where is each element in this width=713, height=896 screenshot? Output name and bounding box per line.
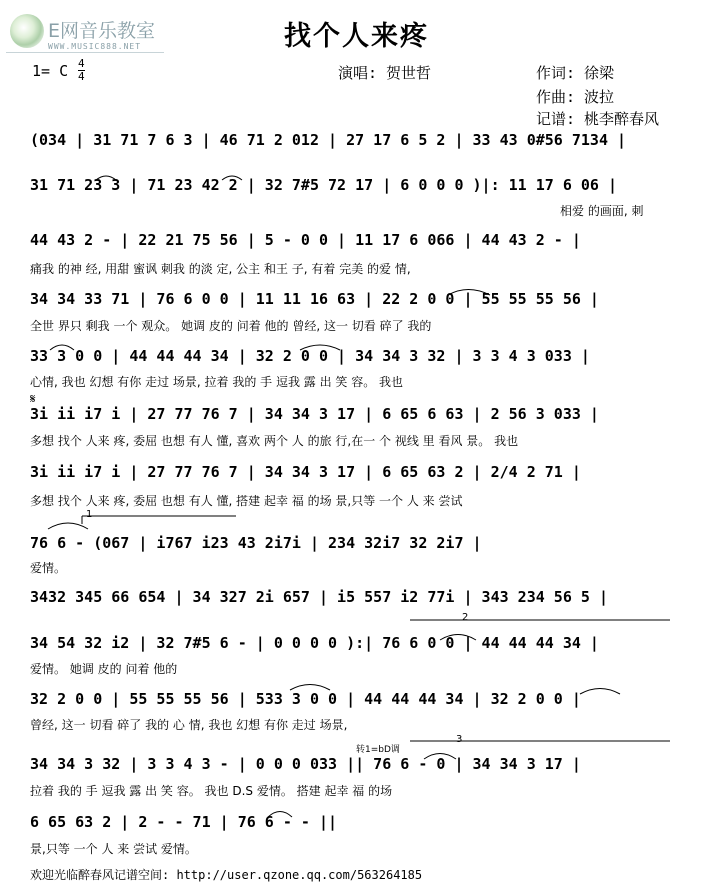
time-signature-top: 4 — [78, 57, 85, 70]
score-row-2-notes: 31 71 23 3 | 71 23 42 2 | 32 7#5 72 17 | 6 0 0 0 )|: 11 17 6 06 | — [30, 176, 617, 194]
first-ending-bracket — [82, 516, 236, 524]
slur — [580, 689, 620, 695]
score-row-7-notes: 3i ii i7 i | 27 77 76 7 | 34 34 3 17 | 6 65 63 2 | 2/4 2 71 | — [30, 463, 581, 481]
slur — [222, 176, 242, 180]
slur — [290, 685, 330, 691]
slur — [50, 345, 74, 350]
score-row-13-lyrics: 景,只等 一个 人 来 尝试 爱情。 — [30, 842, 197, 856]
singer-credit: 演唱: 贺世哲 — [338, 64, 432, 82]
modulation-mark: 转1=bD调 — [356, 745, 400, 755]
score-row-5-notes: 33 3 0 0 | 44 44 44 34 | 32 2 0 0 | 34 34 3 32 | 3 3 4 3 033 | — [30, 347, 590, 365]
slur — [268, 812, 292, 818]
site-url: WWW.MUSIC888.NET — [48, 42, 142, 51]
score-row-3-lyrics: 痛我 的神 经, 用甜 蜜讽 刺我 的淡 定, 公主 和王 子, 有着 完美 的爱 情, — [30, 262, 411, 276]
first-ending-number: 1 — [86, 509, 93, 520]
score-row-4-lyrics: 全世 界只 剩我 一个 观众。 她调 皮的 问着 他的 曾经, 这一 切看 碎了 我的 — [30, 319, 432, 333]
score-row-10-notes: 34 54 32 i2 | 32 7#5 6 - | 0 0 0 0 ):| 76 6 0 0 | 44 44 44 34 | — [30, 634, 599, 652]
composer-credit: 作曲: 波拉 — [536, 88, 615, 106]
score-row-8-lyrics: 爱情。 — [30, 561, 67, 575]
footer-credit: 欢迎光临醉春风记谱空间: http://user.qzone.qq.com/563264185 — [30, 868, 423, 882]
score-row-1-notes: (034 | 31 71 7 6 3 | 46 71 2 012 | 27 17 6 5 2 | 33 43 0#56 7134 | — [30, 131, 627, 149]
score-row-4-notes: 34 34 33 71 | 76 6 0 0 | 11 11 16 63 | 22 2 0 0 | 55 55 55 56 | — [30, 290, 599, 308]
transcriber-credit: 记谱: 桃李醉春风 — [536, 110, 660, 128]
score-row-8-notes: 76 6 - (067 | i767 i23 43 2i7i | 234 32i7 32 2i7 | — [30, 534, 482, 552]
third-ending-number: 3 — [456, 734, 463, 745]
score-row-9-notes: 3432 345 66 654 | 34 327 2i 657 | i5 557 i2 77i | 343 234 56 5 | — [30, 588, 608, 606]
score-row-7-lyrics: 多想 找个 人来 疼, 委屈 也想 有人 懂, 搭建 起幸 福 的场 景,只等 一个 人 来 尝试 — [30, 494, 463, 508]
score-row-2-lyrics: 相爱 的画面, 刺 — [560, 204, 644, 218]
song-title: 找个人来疼 — [284, 21, 429, 52]
score-row-6-notes: 3i ii i7 i | 27 77 76 7 | 34 34 3 17 | 6 65 6 63 | 2 56 3 033 | — [30, 405, 599, 423]
slur — [448, 290, 490, 296]
slur — [440, 635, 476, 641]
slur — [424, 754, 456, 760]
score-row-12-notes: 34 34 3 32 | 3 3 4 3 - | 0 0 0 033 || 76 6 - 0 | 34 34 3 17 | — [30, 755, 581, 773]
segno-sign: 𝄋 — [30, 392, 36, 407]
score-row-12-lyrics: 拉着 我的 手 逗我 露 出 笑 容。 我也 D.S 爱情。 搭建 起幸 福 的场 — [30, 784, 393, 798]
slur — [96, 176, 116, 180]
site-name: E网音乐教室 — [48, 20, 156, 42]
score-row-5-lyrics: 心情, 我也 幻想 有你 走过 场景, 拉着 我的 手 逗我 露 出 笑 容。 我也 — [30, 375, 404, 389]
lyricist-credit: 作词: 徐梁 — [536, 64, 615, 82]
second-ending-number: 2 — [462, 612, 469, 623]
slur — [300, 345, 340, 350]
score-row-3-notes: 44 43 2 - | 22 21 75 56 | 5 - 0 0 | 11 17 6 066 | 44 43 2 - | — [30, 231, 581, 249]
score-row-11-lyrics: 曾经, 这一 切看 碎了 我的 心 情, 我也 幻想 有你 走过 场景, — [30, 718, 348, 732]
key-signature: 1= C — [32, 62, 69, 80]
score-row-11-notes: 32 2 0 0 | 55 55 55 56 | 533 3 0 0 | 44 44 44 34 | 32 2 0 0 | — [30, 690, 581, 708]
score-row-10-lyrics: 爱情。 她调 皮的 问着 他的 — [30, 662, 178, 676]
score-row-6-lyrics: 多想 找个 人来 疼, 委屈 也想 有人 懂, 喜欢 两个 人 的旅 行,在一 个 视线 里 看风 景。 我也 — [30, 434, 519, 448]
score-row-13-notes: 6 65 63 2 | 2 - - 71 | 76 6 - - || — [30, 813, 338, 831]
time-signature-bottom: 4 — [78, 70, 85, 83]
